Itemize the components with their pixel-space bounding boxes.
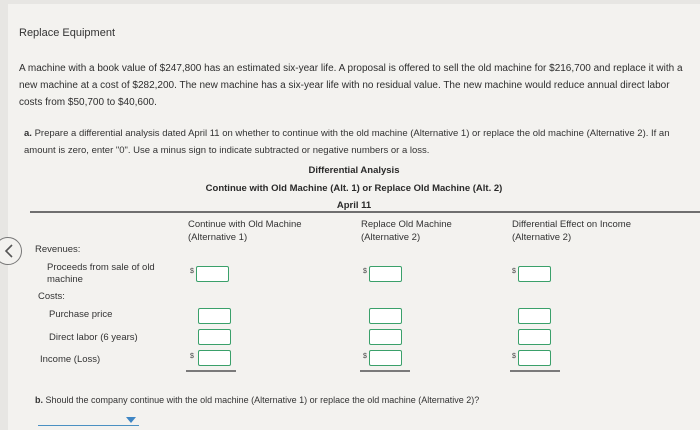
- row-label-direct-labor: Direct labor (6 years): [49, 332, 138, 343]
- part-b-prefix: b.: [35, 395, 43, 405]
- currency-symbol: $: [190, 353, 194, 360]
- chevron-left-icon: [4, 244, 14, 258]
- row-label-revenues: Revenues:: [35, 244, 81, 255]
- analysis-subheading: Continue with Old Machine (Alt. 1) or Replace Old Machine (Alt. 2): [205, 183, 503, 194]
- problem-statement: A machine with a book value of $247,800 has an estimated six-year life. A proposal is offered to sell the old machine for $216,700 and replace it with a new machine at a cost of $282,200. The new machine has a six-year life with no residual value. The new machine would reduce annual direct labor costs from $50,700 to $40,600.: [19, 63, 683, 108]
- previous-nav-button[interactable]: [0, 237, 22, 265]
- alt2-purchase-price-input[interactable]: [369, 308, 402, 324]
- currency-symbol: $: [190, 268, 194, 275]
- column-header-alt2-line2: (Alternative 2): [361, 232, 421, 243]
- currency-symbol: $: [363, 268, 367, 275]
- currency-symbol: $: [512, 268, 516, 275]
- part-a-instructions: [24, 125, 686, 159]
- currency-symbol: $: [363, 353, 367, 360]
- page-title: Replace Equipment: [19, 27, 116, 39]
- header-rule: [30, 211, 700, 213]
- diff-purchase-price-input[interactable]: [518, 308, 551, 324]
- alt1-direct-labor-input[interactable]: [198, 329, 231, 345]
- diff-income-input[interactable]: [518, 350, 551, 366]
- column-header-alt2-line1: Replace Old Machine: [361, 219, 452, 230]
- part-b-text: Should the company continue with the old machine (Alternative 1) or replace the old machine (Alternative 2)?: [45, 395, 480, 405]
- column-header-alt1-line2: (Alternative 1): [188, 232, 248, 243]
- alt1-purchase-price-input[interactable]: [198, 308, 231, 324]
- currency-symbol: $: [512, 353, 516, 360]
- alt2-proceeds-input[interactable]: [369, 266, 402, 282]
- row-label-purchase-price: Purchase price: [49, 309, 113, 320]
- alt2-income-input[interactable]: [369, 350, 402, 366]
- column-header-alt1-line1: Continue with Old Machine: [188, 219, 302, 230]
- analysis-heading: Differential Analysis: [308, 165, 400, 176]
- alt1-proceeds-input[interactable]: [196, 266, 229, 282]
- alt2-direct-labor-input[interactable]: [369, 329, 402, 345]
- row-label-costs: Costs:: [38, 291, 65, 302]
- row-label-proceeds-line1: Proceeds from sale of old: [47, 262, 155, 273]
- column-header-alt2: [361, 218, 452, 244]
- part-b-question: [35, 395, 479, 405]
- column-header-diff-line1: Differential Effect on Income: [512, 219, 631, 230]
- total-underline: [510, 370, 560, 372]
- column-header-alt1: [188, 218, 302, 244]
- total-underline: [360, 370, 410, 372]
- question-panel: [8, 4, 700, 430]
- diff-direct-labor-input[interactable]: [518, 329, 551, 345]
- column-header-diff-line2: (Alternative 2): [512, 232, 572, 243]
- total-underline: [186, 370, 236, 372]
- column-header-diff: [512, 218, 631, 244]
- part-a-prefix: a.: [24, 128, 32, 139]
- row-label-proceeds-line2: machine: [47, 274, 83, 285]
- alternative-select-dropdown[interactable]: [38, 415, 139, 426]
- alt1-income-input[interactable]: [198, 350, 231, 366]
- row-label-proceeds: [47, 262, 155, 286]
- part-a-text: Prepare a differential analysis dated April 11 on whether to continue with the old machine (Alternative 1) or replace the old machine (Alternative 2). If an amount is zero, enter "0". Use a minus sign to indicate subtracted or negative numbers or a loss.: [24, 128, 670, 156]
- analysis-date: April 11: [336, 200, 372, 211]
- row-label-income: Income (Loss): [40, 354, 101, 365]
- diff-proceeds-input[interactable]: [518, 266, 551, 282]
- caret-down-icon: [126, 417, 136, 423]
